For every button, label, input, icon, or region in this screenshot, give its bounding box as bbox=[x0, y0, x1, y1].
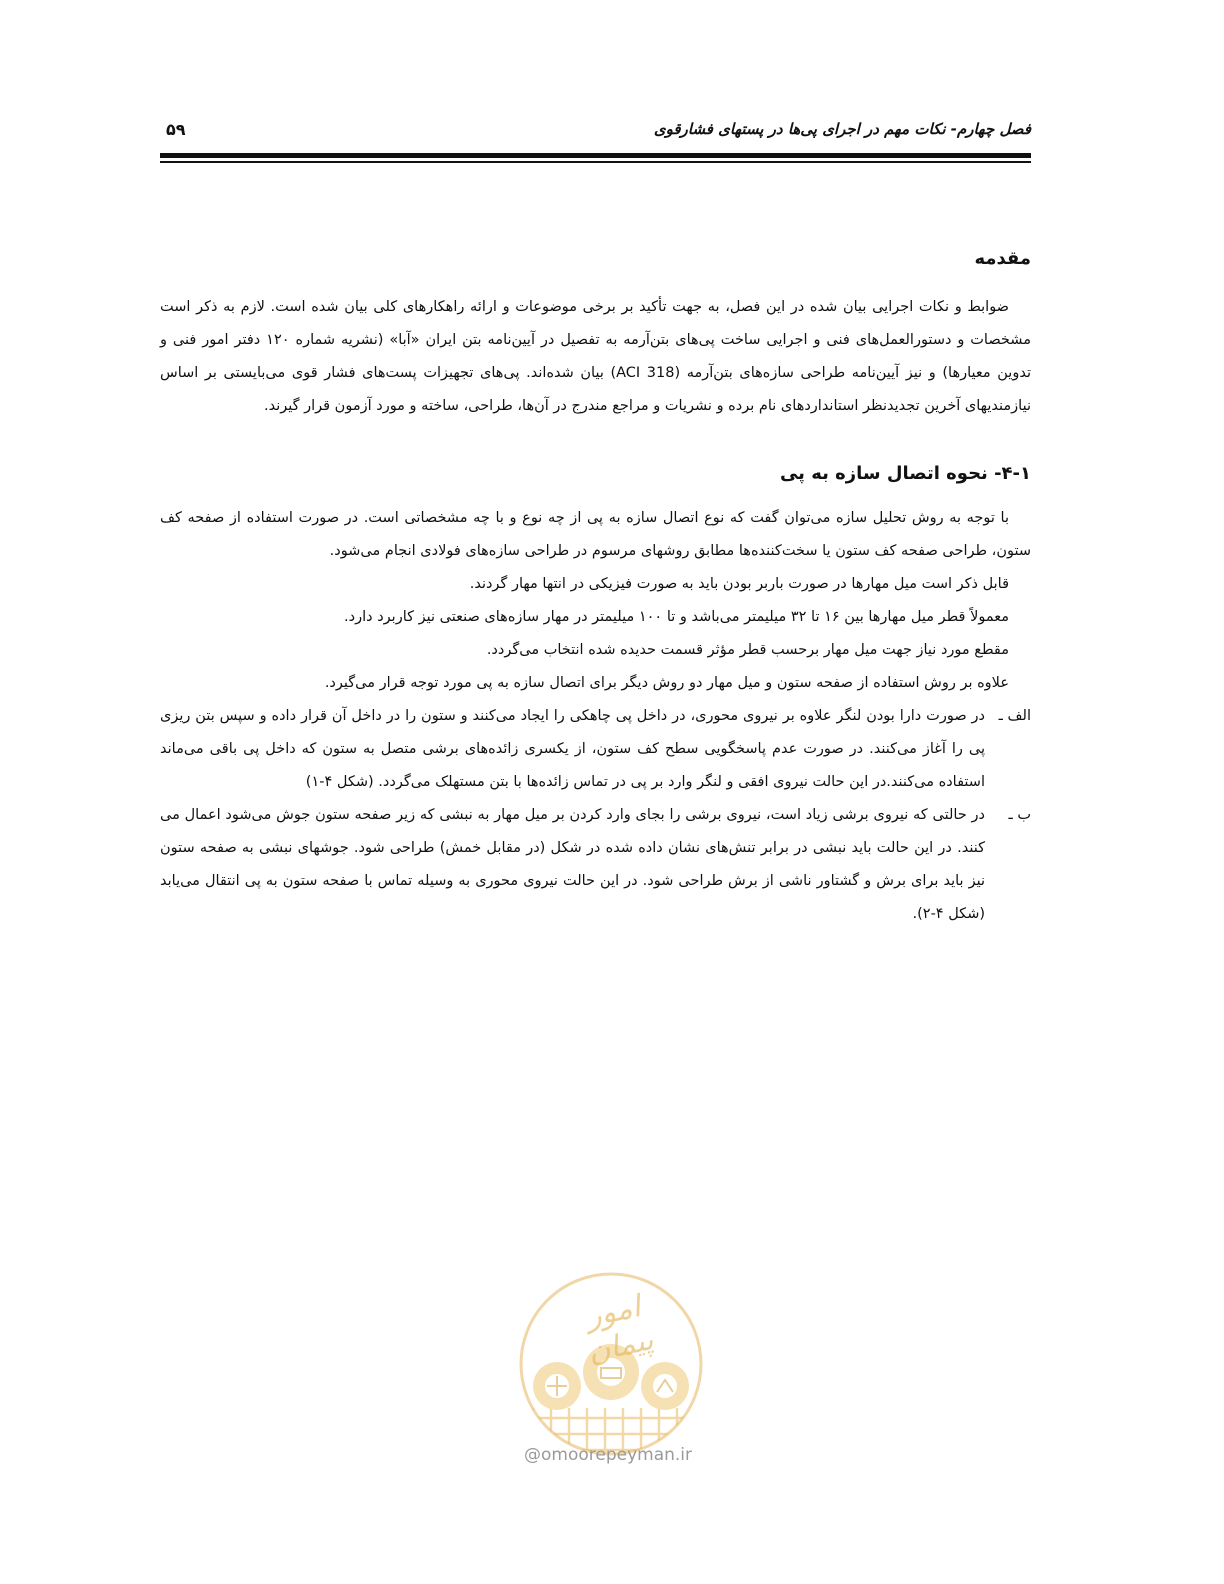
intro-paragraph: ضوابط و نکات اجرایی بیان شده در این فصل، به جهت تأکید بر برخی موضوعات و ارائه راهکارهای کلی بیان شده است. لازم به ذکر است مشخصات و دستورالعمل‌های فنی و اجرایی ساخت پی‌های بتن‌آرمه به تفصیل در آیین‌نامه بتن ایران «آبا» (نشریه شماره ۱۲۰ دفتر امور فنی و تدوین معیارها) و نیز آیین‌نامه طراحی سازه‌های بتن‌آرمه (ACI 318) بیان شده‌اند. پی‌های تجهیزات پست‌های فشار قوی می‌بایستی بر اساس نیازمندیهای آخرین تجدیدنظر استانداردهای نام برده و نشریات و مراجع مندرج در آن‌ها، طراحی، ساخته و مورد آزمون قرار گیرند. bbox=[160, 299, 1031, 414]
header-rule-thin bbox=[160, 161, 1031, 163]
chapter-title: فصل چهارم- نکات مهم در اجرای پی‌ها در پستهای فشارقوی bbox=[653, 120, 1031, 138]
section-line: معمولاً قطر میل مهارها بین ۱۶ تا ۳۲ میلیمتر می‌باشد و تا ۱۰۰ میلیمتر در مهار سازه‌های صنعتی نیز کاربرد دارد. bbox=[344, 609, 1009, 625]
list-item-be bbox=[160, 799, 1031, 931]
watermark-url: @omoorepeyman.ir bbox=[523, 1445, 693, 1465]
page-header bbox=[160, 118, 1031, 148]
page-content bbox=[160, 248, 1031, 931]
section-heading: ۴-۱- نحوه اتصال سازه به پی bbox=[779, 463, 1031, 484]
section-line: علاوه بر روش استفاده از صفحه ستون و میل مهار دو روش دیگر برای اتصال سازه به پی مورد توجه قرار می‌گیرد. bbox=[324, 675, 1009, 691]
section-line: مقطع مورد نیاز جهت میل مهار برحسب قطر مؤثر قسمت حدیده شده انتخاب می‌گردد. bbox=[486, 642, 1009, 658]
section-line: قابل ذکر است میل مهارها در صورت باربر بودن باید به صورت فیزیکی در انتها مهار گردند. bbox=[469, 576, 1009, 592]
list-marker: الف ـ bbox=[998, 708, 1031, 724]
watermark-text: امور پیمان bbox=[583, 1289, 657, 1371]
list-marker: ب ـ bbox=[1008, 807, 1031, 823]
list-item-alef bbox=[160, 700, 1031, 799]
page-number: ۵۹ bbox=[166, 120, 186, 139]
list-item-text: در صورت دارا بودن لنگر علاوه بر نیروی محوری، در داخل پی چاهکی را ایجاد می‌کنند و ستون را در داخل آن قرار داده و سپس بتن ریزی پی را آغاز می‌کنند. در صورت عدم پاسخگویی سطح کف ستون، از یکسری زائده‌های برشی متصل به ستون که داخل پی باقی می‌ماند استفاده می‌کنند.در این حالت نیروی افقی و لنگر وارد بر پی در تماس زائده‌ها با بتن مستهلک می‌گردد. (شکل ۴-۱) bbox=[160, 708, 985, 790]
intro-heading: مقدمه bbox=[974, 248, 1031, 269]
section-paragraph: با توجه به روش تحلیل سازه می‌توان گفت که نوع اتصال سازه به پی از چه نوع و با چه مشخصاتی است. در صورت استفاده از صفحه کف ستون، طراحی صفحه کف ستون یا سخت‌کننده‌ها مطابق روشهای مرسوم در طراحی سازه‌های فولادی انجام می‌شود. bbox=[160, 510, 1031, 559]
list-item-text: در حالتی که نیروی برشی زیاد است، نیروی برشی را بجای وارد کردن بر میل مهار به نبشی که زیر صفحه ستون جوش می‌شود اعمال می کنند. در این حالت باید نبشی در برابر تنش‌های نشان داده شده در شکل (در مقابل خمش) طراحی شود. جوشهای نبشی به صفحه ستون نیز باید برای برش و گشتاور ناشی از برش طراحی شود. در این حالت نیروی محوری به وسیله تماس با صفحه ستون به پی انتقال می‌یابد (شکل ۴-۲). bbox=[160, 807, 985, 922]
header-rule-thick bbox=[160, 153, 1031, 158]
